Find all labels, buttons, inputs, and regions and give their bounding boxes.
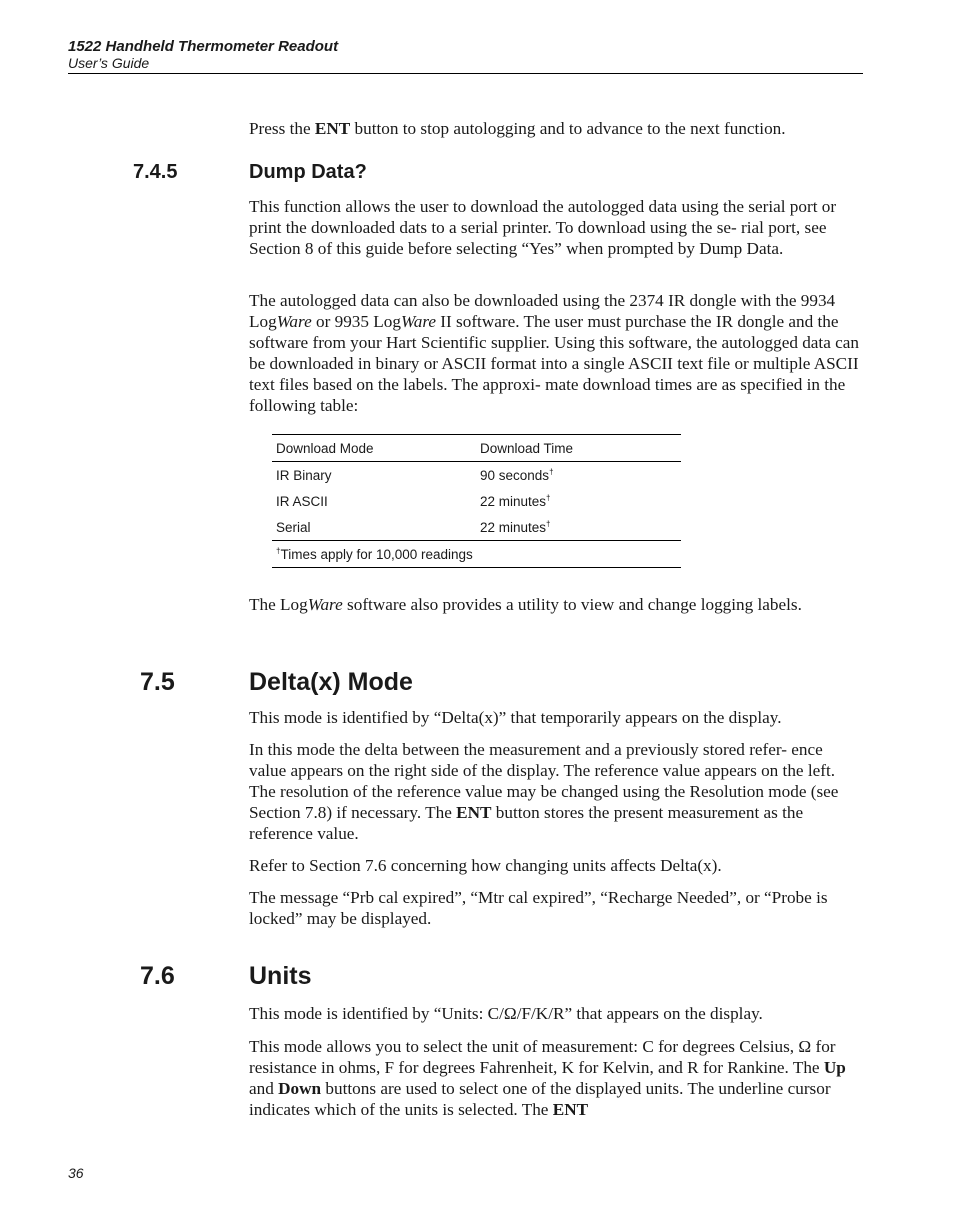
download-times-table bbox=[272, 434, 681, 568]
page-number: 36 bbox=[68, 1165, 84, 1181]
section-7-5-title: Delta(x) Mode bbox=[249, 668, 413, 696]
cell-time: 90 seconds† bbox=[480, 467, 554, 483]
logware-paragraph: The LogWare software also provides a utility to view and change logging labels. bbox=[249, 595, 802, 614]
cell-mode: IR Binary bbox=[276, 467, 332, 483]
running-header bbox=[68, 38, 863, 74]
column-header-mode: Download Mode bbox=[276, 440, 374, 456]
cell-time: 22 minutes† bbox=[480, 519, 551, 535]
delta-paragraph-2: In this mode the delta between the measurement and a previously stored refer- ence value appears on the right side of the display. The reference value appears on the left. The resolution of the reference value may be changed using the Resolution mode (see Section 7.8) if necessary. The ENT button stores the present measurement as the reference value. bbox=[249, 740, 839, 843]
section-7-4-5-number: 7.4.5 bbox=[133, 161, 178, 183]
section-7-6-title: Units bbox=[249, 962, 312, 990]
table-row bbox=[272, 514, 681, 540]
table-row bbox=[272, 488, 681, 514]
delta-paragraph-3: Refer to Section 7.6 concerning how changing units affects Delta(x). bbox=[249, 856, 722, 875]
table-header-row bbox=[272, 435, 681, 462]
intro-paragraph: Press the ENT button to stop autologging and to advance to the next function. bbox=[249, 119, 786, 138]
section-7-5-number: 7.5 bbox=[140, 668, 175, 696]
header-title: 1522 Handheld Thermometer Readout bbox=[68, 38, 339, 55]
dump-data-paragraph-1: This function allows the user to download the autologged data using the serial port or print the downloaded dats to a serial printer. To download using the se- rial port, see Section 8 of this guide before selecting “Yes” when prompted by Dump Data. bbox=[249, 197, 837, 258]
units-paragraph-1: This mode is identified by “Units: C/Ω/F/K/R” that appears on the display. bbox=[249, 1004, 763, 1023]
cell-mode: IR ASCII bbox=[276, 493, 328, 509]
table-footnote: †Times apply for 10,000 readings bbox=[276, 546, 473, 562]
dump-data-paragraph-2: The autologged data can also be downloaded using the 2374 IR dongle with the 9934 LogWare or 9935 LogWare II software. The user must purchase the IR dongle and the software from your Hart Scientific supplier. Using this software, the autologged data can be downloaded in binary or ASCII format into a single ASCII text file or multiple ASCII text files based on the labels. The approxi- mate download times are as specified in the following table: bbox=[249, 291, 859, 415]
delta-paragraph-1: This mode is identified by “Delta(x)” that temporarily appears on the display. bbox=[249, 708, 782, 727]
section-7-4-5-title: Dump Data? bbox=[249, 161, 367, 183]
delta-paragraph-4: The message “Prb cal expired”, “Mtr cal expired”, “Recharge Needed”, or “Probe is locked” may be displayed. bbox=[249, 888, 828, 928]
cell-mode: Serial bbox=[276, 519, 311, 535]
section-7-6-number: 7.6 bbox=[140, 962, 175, 990]
header-subtitle: User’s Guide bbox=[68, 55, 150, 71]
table-footnote-row bbox=[272, 540, 681, 568]
units-paragraph-2: This mode allows you to select the unit of measurement: C for degrees Celsius, Ω for resistance in ohms, F for degrees Fahrenheit, K for Kelvin, and R for Rankine. The Up and Down buttons are used to select one of the displayed units. The underline cursor indicates which of the units is selected. The ENT bbox=[249, 1037, 846, 1119]
table-row bbox=[272, 462, 681, 488]
column-header-time: Download Time bbox=[480, 440, 574, 456]
cell-time: 22 minutes† bbox=[480, 493, 551, 509]
